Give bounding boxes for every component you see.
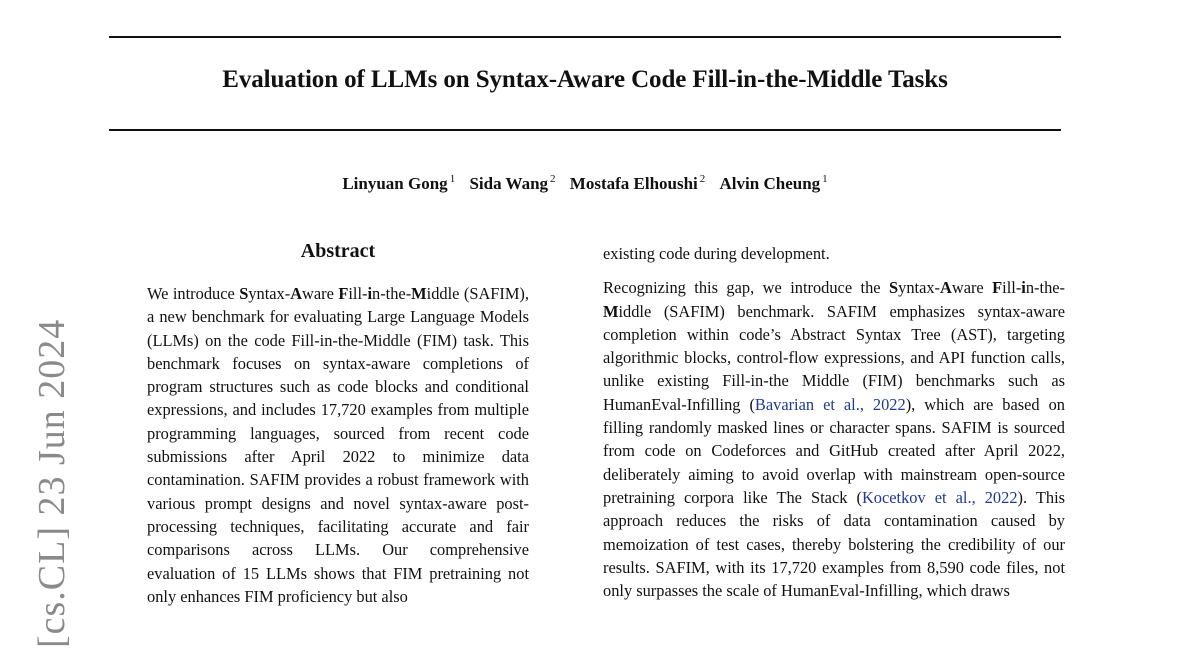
intro-paragraph: existing code during development.: [603, 244, 830, 263]
abstract-text: n-the-: [372, 284, 412, 303]
title-rule-bottom: [109, 129, 1061, 131]
acronym-letter: S: [889, 278, 899, 298]
acronym-letter: F: [338, 284, 349, 303]
acronym-letter: A: [290, 284, 303, 303]
author: [342, 174, 455, 193]
abstract-text: ware: [302, 284, 339, 303]
author-affiliation: 1: [449, 173, 456, 185]
acronym-letter: i: [1021, 278, 1026, 298]
intro-text: Recognizing this gap, we introduce the: [603, 278, 890, 298]
author-name: Alvin Cheung: [719, 174, 821, 193]
acronym-letter: i: [367, 284, 373, 303]
intro-text: ware: [951, 278, 993, 298]
author-name: Linyuan Gong: [342, 174, 448, 193]
intro-column: [603, 242, 1065, 602]
title-rule-top: [109, 36, 1061, 38]
abstract-text: iddle: [426, 284, 460, 303]
abstract-heading: Abstract: [300, 240, 376, 262]
acronym-letter: M: [411, 284, 427, 303]
author: [720, 174, 828, 193]
acronym-letter: S: [239, 284, 249, 303]
author-affiliation: 2: [550, 173, 556, 185]
author: [570, 174, 706, 193]
citation-link[interactable]: Bavarian et al., 2022: [754, 394, 906, 414]
author-name: Sida Wang: [469, 174, 549, 193]
acronym-letter: F: [992, 278, 1003, 298]
intro-text: ). This approach reduces the risks of data contamination caused by memoization of test cases, thereby bolstering the credibility of our results. SAFIM, with its 17,720 examples from 8,590 code files, not only surpasses the scale of HumanEval-Infilling, which draws: [603, 487, 1066, 601]
citation-link[interactable]: Kocetkov et al., 2022: [861, 487, 1018, 507]
acronym-letter: A: [940, 278, 952, 298]
abstract-text: yntax-: [248, 284, 291, 303]
abstract-text: We introduce: [147, 284, 240, 303]
intro-text: ), which are based on filling randomly masked lines or character spans. SAFIM is sourced from code on Codeforces and GitHub created after April 2022, deliberately aiming to avoid overlap with mainstream open-source pretraining corpora like The Stack (: [603, 394, 1065, 507]
arxiv-side-stamp: [cs.CL] 23 Jun 2024: [31, 318, 73, 648]
paper-title: Evaluation of LLMs on Syntax-Aware Code Fill-in-the-Middle Tasks: [222, 66, 948, 93]
intro-text: ill-: [1002, 278, 1022, 298]
abstract-text: (SAFIM), a new benchmark for evaluating Large Language Models (LLMs) on the code Fill-in-the-Middle (FIM) task. This benchmark focuses on syntax-aware completions of program structures such as code blocks and conditional expressions, and includes 17,720 examples from multiple programming languages, sourced from recent code submissions after April 2022 to minimize data contamination. SAFIM provides a robust framework with various prompt designs and novel syntax-aware post-processing techniques, facilitating accurate and fair comparisons across LLMs. Our comprehensive evaluation of 15 LLMs shows that FIM pretraining not only enhances FIM proficiency but also: [147, 284, 529, 606]
author-name: Mostafa Elhoushi: [569, 174, 698, 193]
author-affiliation: 2: [699, 173, 706, 185]
abstract-paragraph: [147, 282, 529, 608]
intro-text: yntax-: [898, 278, 941, 298]
author-list: [109, 174, 1061, 194]
author: [469, 174, 555, 193]
abstract-text: ill-: [348, 284, 368, 303]
acronym-letter: M: [603, 301, 619, 321]
author-affiliation: 1: [822, 173, 828, 185]
intro-text: iddle: [618, 301, 652, 321]
intro-text: (SAFIM) benchmark. SAFIM emphasizes syntax-aware completion within code’s Abstract Syntax Tree (AST), targeting algorithmic blocks, control-flow expressions, and API function calls, unlike existing Fill-in-the Middle (FIM) benchmarks such as HumanEval-Infilling (: [603, 301, 1065, 414]
intro-text: n-the-: [1025, 278, 1065, 298]
intro-paragraph: [603, 276, 1065, 602]
abstract-column: [147, 282, 529, 608]
